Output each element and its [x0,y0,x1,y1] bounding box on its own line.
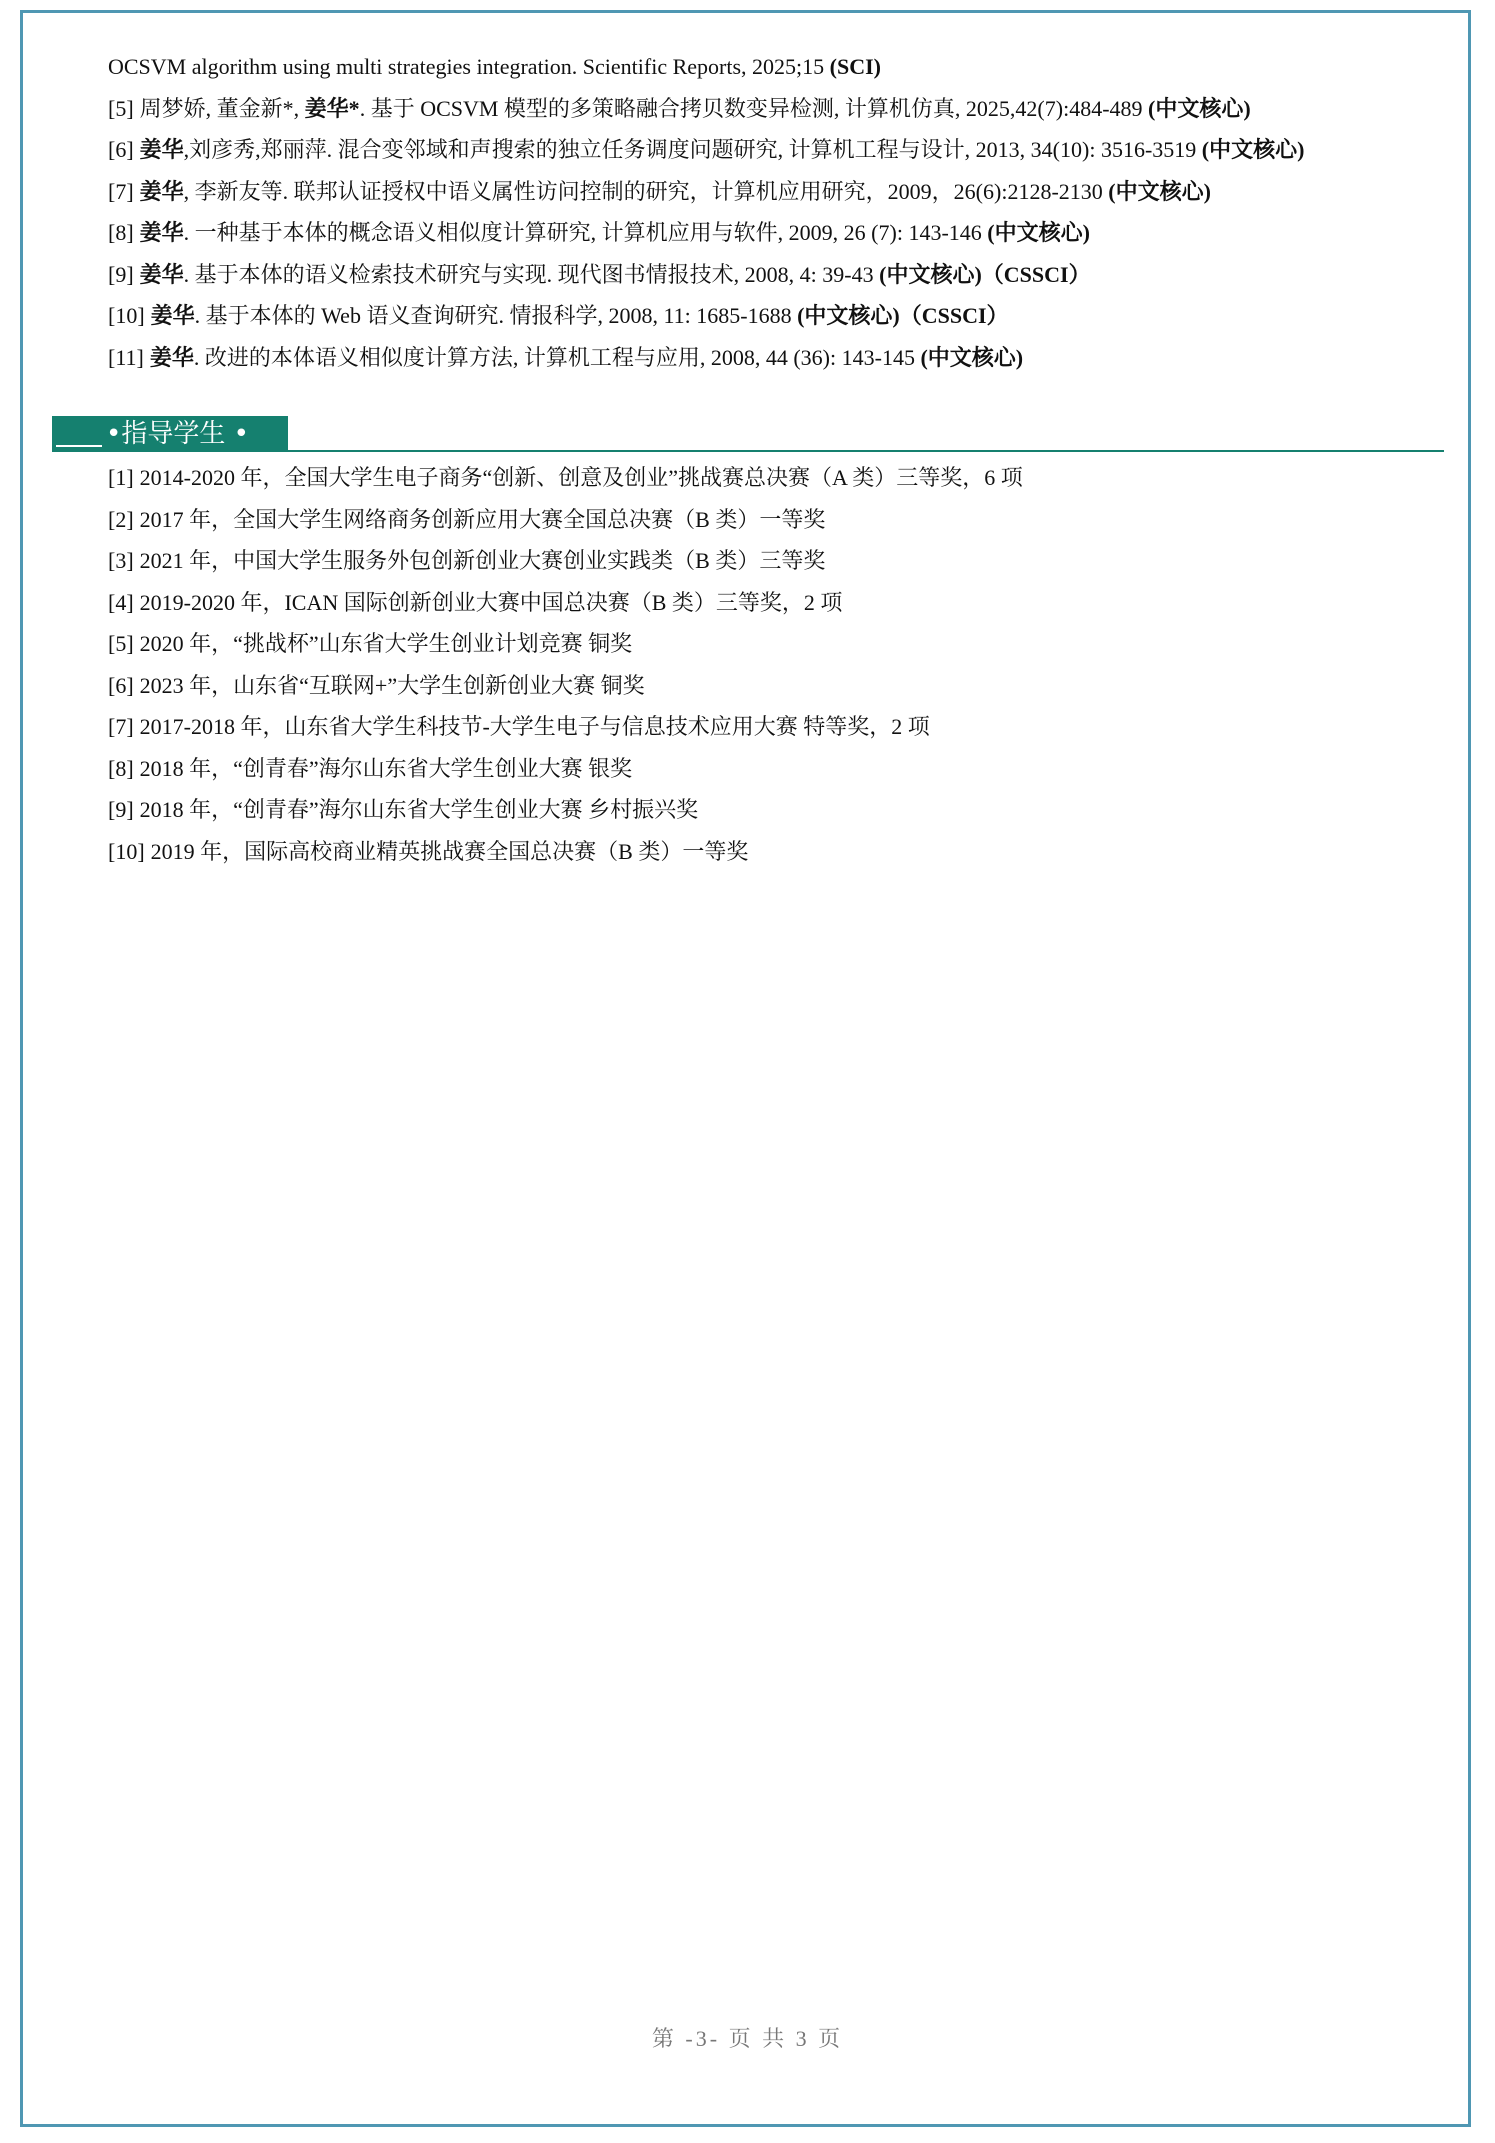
publication-emphasis: (中文核心)（CSSCI） [879,261,1091,287]
award-item [108,706,1438,748]
publication-text: . 基于 OCSVM 模型的多策略融合拷贝数变异检测, 计算机仿真, 2025,42(7):484-489 [359,95,1149,121]
award-text: 2021 年，中国大学生服务外包创新创业大赛创业实践类（B 类）三等奖 [139,548,826,573]
award-item [108,499,1438,541]
page-footer: 第 -3- 页 共 3 页 [651,2026,844,2051]
publication-emphasis: (中文核心)（CSSCI） [797,303,1009,328]
section-header-underline [56,445,102,447]
publication-emphasis: 姜华 [149,344,194,370]
award-item [108,582,1438,624]
publication-emphasis: 姜华* [304,95,360,121]
section-title: •指导学生 • [106,419,249,449]
award-list [108,457,1438,872]
publication-text: ,刘彦秀,郑丽萍. 混合变邻域和声搜索的独立任务调度问题研究, 计算机工程与设计, 2013, 34(10): 3516-3519 [183,137,1202,162]
section-header-students [52,416,1444,452]
award-text: 2018 年，“创青春”海尔山东省大学生创业大赛 银奖 [139,755,633,781]
award-text: 2019-2020 年，ICAN 国际创新创业大赛中国总决赛（B 类）三等奖，2 项 [139,589,843,615]
award-number: [1] [108,465,134,490]
award-text: 2020 年，“挑战杯”山东省大学生创业计划竞赛 铜奖 [139,631,633,656]
publication-emphasis: 姜华 [139,137,184,162]
publication-list [108,46,1438,378]
award-text: 2017-2018 年，山东省大学生科技节-大学生电子与信息技术应用大赛 特等奖，2 项 [139,714,930,739]
publication-number: [8] [108,220,134,245]
award-number: [2] [108,506,134,532]
publication-text: OCSVM algorithm using multi strategies integration. Scientific Reports, 2025;15 [108,54,830,79]
award-item [108,540,1438,582]
award-number: [8] [108,755,134,781]
award-number: [5] [108,631,134,656]
publication-emphasis: (中文核心) [920,344,1024,370]
award-item [108,831,1438,873]
award-text: 2019 年，国际高校商业精英挑战赛全国总决赛（B 类）一等奖 [150,838,749,864]
award-item [108,789,1438,831]
publication-item [108,129,1438,171]
publication-number: [11] [108,344,144,370]
award-item [108,748,1438,790]
publication-emphasis: (中文核心) [1201,137,1305,162]
section-header-bar [52,416,288,452]
publication-number: [7] [108,178,134,204]
award-number: [3] [108,548,134,573]
publication-number: [5] [108,95,134,121]
publication-item [108,337,1438,379]
award-text: 2014-2020 年，全国大学生电子商务“创新、创意及创业”挑战赛总决赛（A 类）三等奖，6 项 [139,465,1023,490]
award-number: [7] [108,714,134,739]
publication-emphasis: (中文核心) [1148,95,1251,121]
award-text: 2023 年，山东省“互联网+”大学生创新创业大赛 铜奖 [139,672,645,698]
award-number: [4] [108,589,134,615]
award-item [108,457,1438,499]
award-text: 2017 年，全国大学生网络商务创新应用大赛全国总决赛（B 类）一等奖 [139,506,826,532]
award-number: [10] [108,838,145,864]
publication-number: [6] [108,137,134,162]
publication-text: . 一种基于本体的概念语义相似度计算研究, 计算机应用与软件, 2009, 26 (7): 143-146 [183,220,988,245]
publication-text: , 李新友等. 联邦认证授权中语义属性访问控制的研究，计算机应用研究，2009，26(6):2128-2130 [183,178,1109,204]
publication-item [108,254,1438,296]
publication-number: [9] [108,261,134,287]
award-item [108,665,1438,707]
award-number: [6] [108,672,134,698]
publication-text: . 基于本体的语义检索技术研究与实现. 现代图书情报技术, 2008, 4: 39-43 [183,261,880,287]
award-number: [9] [108,797,134,822]
publication-emphasis: (SCI) [829,54,881,79]
section-rule [288,450,1444,452]
publication-item [108,212,1438,254]
award-item [108,623,1438,665]
publication-number: [10] [108,303,145,328]
publication-item [108,88,1438,130]
publication-item [108,295,1438,337]
publication-emphasis: 姜华 [139,178,184,204]
publication-emphasis: 姜华 [150,303,195,328]
publication-text: . 改进的本体语义相似度计算方法, 计算机工程与应用, 2008, 44 (36): 143-145 [193,344,921,370]
publication-text: 周梦娇, 董金新*, [139,95,305,121]
publication-emphasis: (中文核心) [1108,178,1211,204]
publication-item [108,171,1438,213]
publication-emphasis: 姜华 [139,220,184,245]
publication-emphasis: 姜华 [139,261,184,287]
award-text: 2018 年，“创青春”海尔山东省大学生创业大赛 乡村振兴奖 [139,797,699,822]
publication-emphasis: (中文核心) [987,220,1090,245]
publication-text: . 基于本体的 Web 语义查询研究. 情报科学, 2008, 11: 1685-1688 [194,303,798,328]
publication-item [108,46,1438,88]
